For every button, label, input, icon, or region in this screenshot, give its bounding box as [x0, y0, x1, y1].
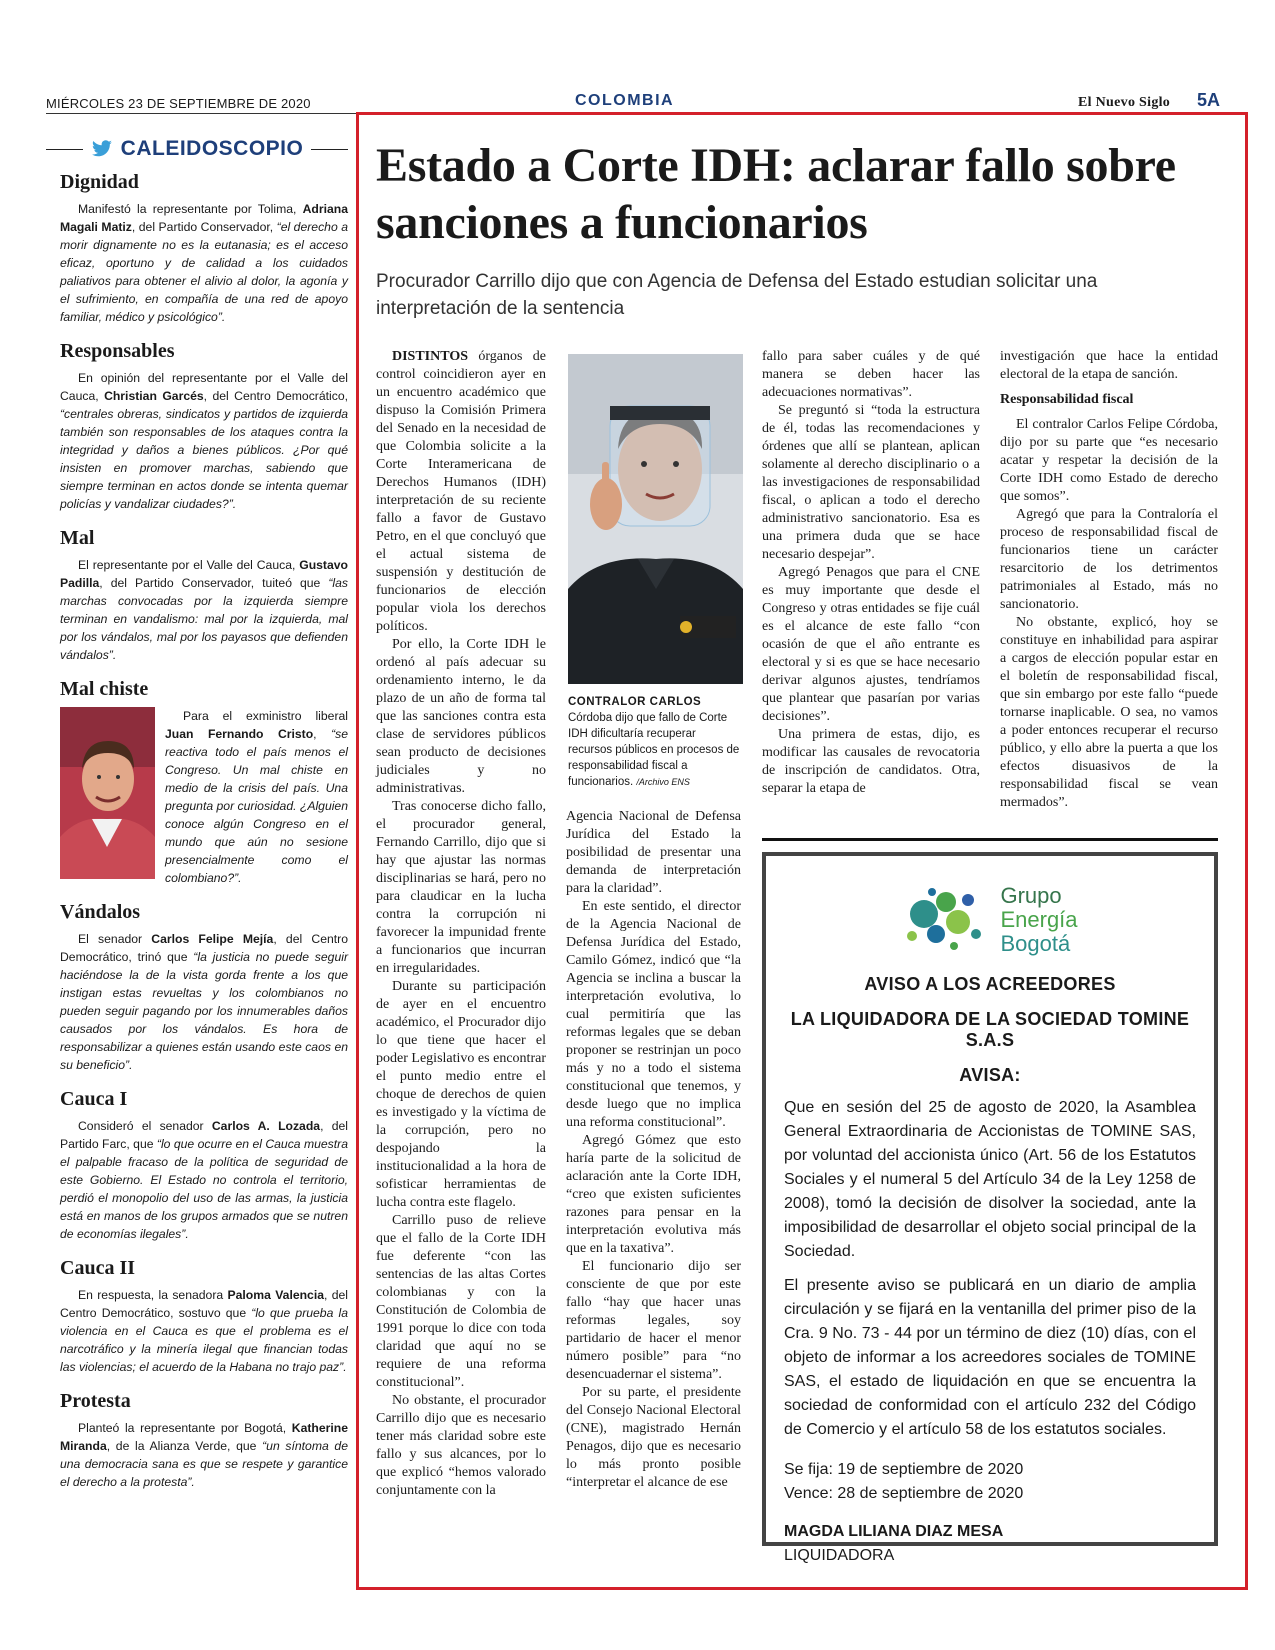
page-number: 5A	[1197, 90, 1221, 110]
newspaper-name: El Nuevo Siglo	[1078, 95, 1171, 110]
article-paragraph: Una primera de estas, dijo, es modificar las causales de revocatoria de inscripción de candidatos. Otra, separar la etapa de	[762, 727, 980, 796]
twitter-bird-icon	[91, 140, 113, 158]
article-paragraph: El funcionario dijo ser consciente de que por este fallo “hay que hacer unas reformas legales, soy partidario de hacer el menor número posible” para “no desencuadernar el sistema”.	[566, 1259, 741, 1382]
article-paragraph: fallo para saber cuáles y de qué manera se deben hacer las adecuaciones normativas”.	[762, 349, 980, 400]
article-paragraph: Agregó Gómez que esto haría parte de la solicitud de aclaración ante la Corte IDH, “creo que existen suficientes razones para pensar en la interpretación evolutiva más que en la taxativa”.	[566, 1133, 741, 1256]
sidebar-item-text: Manifestó la representante por Tolima, Adriana Magali Matiz, del Partido Conservador, “el derecho a morir dignamente no es la eutanasia; es el acceso eficaz, oportuno y de calidad a los cuidados paliativos para obtener el alivio al dolor, la agonía y el sufrimiento, en compañía de una red de apoyo familiar, médico y psicológico”.	[60, 202, 348, 324]
article-paragraph: Agregó que para la Contraloría el proceso de responsabilidad fiscal de funcionarios tiene un carácter resarcitorio de los detrimentos patrimoniales al Estado, más no sancionatorio.	[1000, 507, 1218, 612]
sidebar-item-text: En respuesta, la senadora Paloma Valencia, del Centro Democrático, sostuvo que “lo que prueba la violencia en el Cauca es que el problema es el narcotráfico y la minería ilegal que financian todas las violencias; el acuerdo de la Habana no trajo paz”.	[60, 1288, 348, 1374]
mal-chiste-block	[60, 707, 348, 887]
sidebar-heading: Mal chiste	[60, 678, 149, 700]
article-paragraph: DISTINTOS órganos de control coincidieron ayer en un encuentro académico que dispuso la Comisión Primera del Senado en la necesidad de que Colombia solicite a la Corte Interamericana de Derechos Humanos (IDH) interpretación de su reciente fallo a favor de Gustavo Petro, en el que concluyó que el actual sistema de suspensión y destitución de funcionarios de elección popular viola los derechos políticos.	[376, 349, 546, 634]
article-paragraph: Por su parte, el presidente del Consejo Nacional Electoral (CNE), magistrado Hernán Penagos, dijo que es necesario lo más pronto posible “interpretar el alcance de ese	[566, 1385, 741, 1490]
article-subhead: Procurador Carrillo dijo que con Agencia de Defensa del Estado estudian solicitar una interpretación de la sentencia	[376, 271, 1098, 319]
divider	[311, 149, 348, 150]
ad-avisa: AVISA:	[959, 1065, 1021, 1085]
article-paragraph: Se preguntó si “toda la estructura de él, todas las recomendaciones y órdenes que allí se plantean, aplican solamente al derecho disciplinario o a las investigaciones de responsabilidad fiscal, o aplican a todo el derecho administrativo sancionatorio. Esa es una primera duda que se hace necesario despejar”.	[762, 403, 980, 562]
sidebar-heading: Cauca I	[60, 1088, 128, 1110]
issue-date: MIÉRCOLES 23 DE SEPTIEMBRE DE 2020	[46, 96, 311, 111]
photo-caption	[568, 694, 743, 790]
divider	[46, 149, 83, 150]
sidebar-item-text: El representante por el Valle del Cauca, Gustavo Padilla, del Partido Conservador, tuiteó que “las marchas convocadas por la izquierda siempre terminan en vandalismo: mal por la izquierda, mal por los vándalos, mal por los payasos que defienden vándalos”.	[60, 558, 348, 662]
contralor-photo	[568, 354, 743, 684]
article-column-2	[566, 808, 741, 1492]
article-paragraph: Carrillo puso de relieve que el fallo de la Corte IDH fue deferente “con las sentencias de las altas Cortes colombianas y con la Constitución de Colombia de 1991 porque lo dice con toda claridad que aquí no se requiere de una reforma constitucional”.	[376, 1213, 546, 1390]
ad-logo	[766, 884, 1214, 956]
article-paragraph: Por ello, la Corte IDH le ordenó al país adecuar su ordenamiento interno, le da plazo de un año de forma tal que las sanciones contra esta clase de servidores públicos sean producto de decisiones judiciales y no administrativas.	[376, 637, 546, 796]
article-paragraph: No obstante, el procurador Carrillo dijo que es necesario tener más claridad sobre este fallo y sus alcances, por lo que explicó “hemos valorado conjuntamente con la	[376, 1393, 546, 1498]
sidebar-heading: Responsables	[60, 340, 175, 362]
ad-rule	[762, 838, 1218, 841]
sidebar-item-text: En opinión del representante por el Valle del Cauca, Christian Garcés, del Centro Democrático, “centrales obreras, sindicatos y partidos de izquierda también son responsables de los ataques contra la integridad y daños a bienes públicos. ¿Por qué insisten en promover marchas, sabiendo que siempre terminan en actos donde se intenta quemar policías y vandalizar ciudades?”.	[60, 371, 348, 511]
geb-logo-text: Grupo Energía Bogotá	[1000, 883, 1078, 956]
sidebar-item-text: Planteó la representante por Bogotá, Katherine Miranda, de la Alianza Verde, que “un síntoma de una democracia sana es que se respete y garantice el derecho a la protesta”.	[60, 1421, 348, 1489]
sidebar-item-text: Consideró el senador Carlos A. Lozada, del Partido Farc, que “lo que ocurre en el Cauca muestra el palpable fracaso de la política de seguridad de este Gobierno. El Estado no controla el territorio, perdió el monopolio del uso de las armas, la justicia está en manos de los grupos armados que se nutren de economías ilegales”.	[60, 1119, 348, 1241]
ad-paragraph: Que en sesión del 25 de agosto de 2020, la Asamblea General Extraordinaria de Accionistas de TOMINE SAS, por voluntad del accionista único (Art. 56 de los Estatutos Sociales y el numeral 5 del Artículo 34 de la Ley 1258 de 2008), tomó la decisión de disolver la sociedad, ante la imposibilidad de desarrollar el objeto social principal de la Sociedad.	[784, 1099, 1196, 1260]
sidebar-title: CALEIDOSCOPIO	[120, 137, 304, 160]
article-column-3	[762, 348, 980, 798]
sidebar-heading: Cauca II	[60, 1257, 136, 1279]
article-paragraph: Durante su participación de ayer en el encuentro académico, el Procurador dijo lo que tiene que hacer el poder Legislativo es encontrar el punto medio entre el choque de derechos de quien es investigado y la víctima de la corrupción, pero no despojando la institucionalidad a la hora de sofisticar herramientas de lucha contra este flagelo.	[376, 979, 546, 1210]
article-paragraph: Tras conocerse dicho fallo, el procurador general, Fernando Carrillo, dijo que si hay que ajustar las normas disciplinarias se hará, pero no para claudicar en la lucha contra la corrupción ni favorecer la impunidad frente a funcionarios que incurran en irregularidades.	[376, 799, 546, 976]
ad-dates: Se fija: 19 de septiembre de 2020 Vence: 28 de septiembre de 2020	[784, 1461, 1024, 1502]
section-name: COLOMBIA	[575, 92, 675, 109]
article-subheading: Responsabilidad fiscal	[1000, 392, 1134, 407]
photo-credit: /Archivo ENS	[636, 777, 690, 787]
article-paragraph: investigación que hace la entidad electoral de la etapa de sanción.	[1000, 349, 1218, 382]
geb-logo-icon	[902, 884, 990, 956]
caption-text: Córdoba dijo que fallo de Corte IDH dificultaría recuperar recursos públicos en procesos de responsabilidad fiscal a funcionarios. /Archivo ENS	[568, 712, 740, 788]
article-paragraph: No obstante, explicó, hoy se constituye en inhabilidad para aspirar a cargos de elección popular estar en el boletín de responsabilidad fiscal, que sin embargo por este fallo “puede tornarse inaplicable. O sea, no vamos a poder entonces recuperar el recurso público, y ello abre la puerta a que los efectos disuasivos de la responsabilidad fiscal se vean mermados”.	[1000, 615, 1218, 810]
article-paragraph: El contralor Carlos Felipe Córdoba, dijo por su parte que “es necesario acatar y respetar la decisión de la Corte IDH como Estado de derecho que somos”.	[1000, 417, 1218, 504]
ad-paragraph: El presente aviso se publicará en un diario de amplia circulación y se fijará en la ventanilla del primer piso de la Cra. 9 No. 73 - 44 por un término de diez (10) días, con el objeto de informar a los acreedores sociales de TOMINE SAS, el estado de liquidación en que se encuentra la sociedad de conformidad con el artículo 232 del Código de Comercio y el artículo 58 de los estatutos sociales.	[784, 1277, 1196, 1438]
caption-head: CONTRALOR CARLOS	[568, 696, 702, 708]
sidebar-heading: Mal	[60, 527, 95, 549]
sidebar-heading: Protesta	[60, 1390, 131, 1412]
article-paragraph: Agregó Penagos que para el CNE es muy importante que desde el Congreso y otras entidades se fije cuál es el alcance de este fallo “con ocasión de que el año entrante es electoral y si es que se hace necesario derivar algunos ajustes, tendríamos que plantear que pasarían por varias decisiones”.	[762, 565, 980, 724]
article-column-4	[1000, 348, 1218, 812]
ad-title: AVISO A LOS ACREEDORES	[864, 974, 1116, 994]
sidebar-item-text: Para el exministro liberal Juan Fernando Cristo, “se reactiva todo el país menos el Congreso. Un mal chiste en medio de la crisis del país. Una pregunta por curiosidad. ¿Alguien conoce algún Congreso en el mundo que aún no sesione presencialmente como el colombiano?”.	[165, 709, 348, 885]
sidebar-heading: Vándalos	[60, 901, 141, 923]
sidebar-heading: Dignidad	[60, 171, 139, 193]
article-headline: Estado a Corte IDH: aclarar fallo sobre sanciones a funcionarios	[376, 139, 1176, 249]
article-paragraph: En este sentido, el director de la Agencia Nacional de Defensa Jurídica del Estado, Camilo Gómez, indicó que “la Agencia se inclina a buscar la interpretación evolutiva, lo cual permitiría que las reformas legales que se deban proponer se restrinjan un poco más y no a todo el sistema constitucional que tenemos, y desde luego que no implica una reforma constitucional”.	[566, 899, 741, 1130]
ad-subtitle: LA LIQUIDADORA DE LA SOCIEDAD TOMINE S.A.S	[790, 1009, 1190, 1050]
caleidoscopio-sidebar	[46, 137, 348, 1505]
legal-notice-ad	[762, 852, 1218, 1564]
sidebar-header	[46, 137, 348, 161]
cristo-photo	[60, 707, 155, 879]
ad-signature: MAGDA LILIANA DIAZ MESA LIQUIDADORA	[784, 1523, 1004, 1564]
article-paragraph: Agencia Nacional de Defensa Jurídica del Estado la posibilidad de presentar una demanda de interpretación para la claridad”.	[566, 809, 741, 896]
sidebar-item-text: El senador Carlos Felipe Mejía, del Centro Democrático, trinó que “la justicia no puede seguir haciéndose la de la vista gorda frente a los que instigan estas revueltas y los colombianos no pueden seguir pagando por los innumerables daños causados por los vándalos. Es hora de responsabilizar a quienes están usando este caos en su beneficio”.	[60, 932, 349, 1072]
ad-body	[766, 1096, 1214, 1568]
article-column-1	[376, 348, 546, 1500]
